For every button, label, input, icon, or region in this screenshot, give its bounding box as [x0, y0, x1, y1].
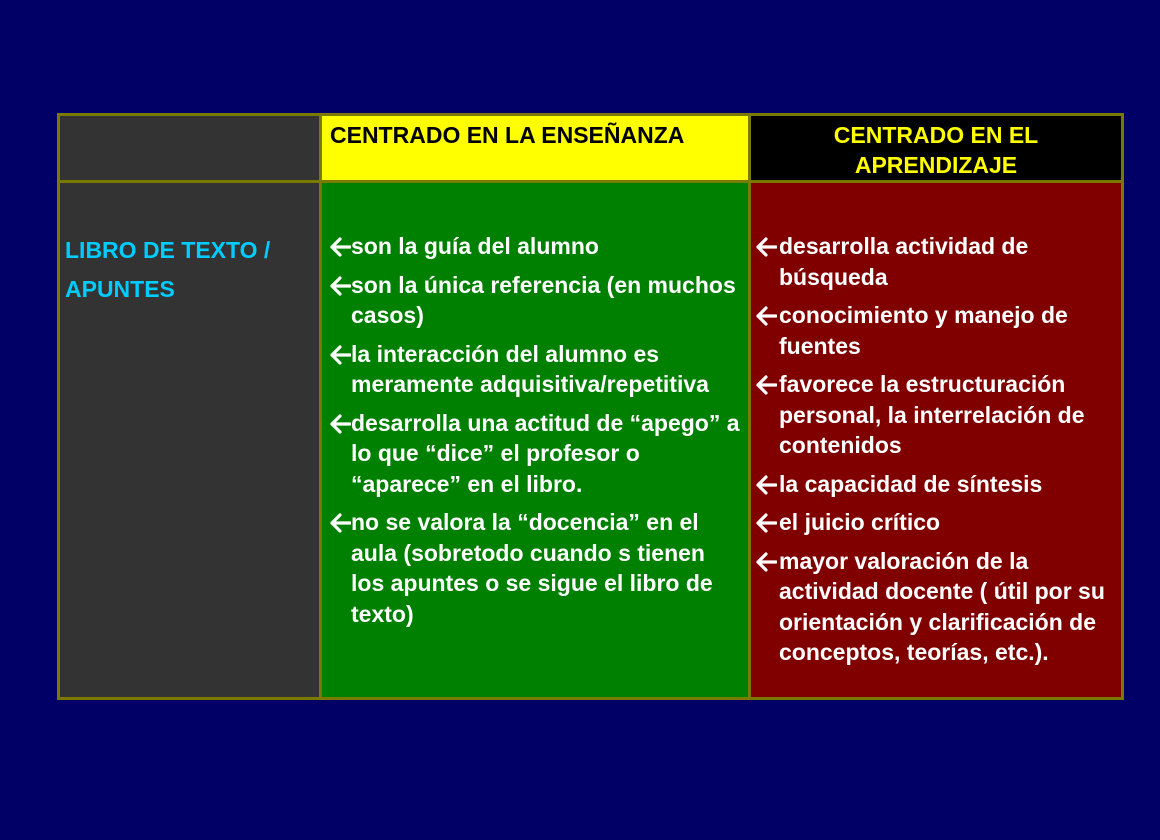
list-item-text: la interacción del alumno es meramente adquisitiva/repetitiva	[351, 340, 709, 397]
list-item	[329, 231, 744, 262]
list-item-text: conocimiento y manejo de fuentes	[779, 302, 1068, 359]
list-item-text: la capacidad de síntesis	[779, 470, 1043, 497]
row-label-cell	[59, 182, 321, 699]
aprendizaje-cell	[750, 182, 1123, 699]
ensenanza-cell	[321, 182, 750, 699]
left-arrow-icon	[755, 473, 777, 495]
list-item	[755, 546, 1119, 668]
header-ensenanza	[321, 115, 750, 182]
list-item	[755, 369, 1119, 461]
left-arrow-icon	[755, 550, 777, 572]
header-ensenanza-text: CENTRADO EN LA ENSEÑANZA	[330, 122, 685, 148]
list-item-text: favorece la estructuración personal, la interrelación de contenidos	[779, 371, 1085, 458]
list-item-text: mayor valoración de la actividad docente ( útil por su orientación y clarificación de conceptos, teorías, etc.).	[779, 547, 1105, 665]
left-arrow-icon	[329, 235, 351, 257]
left-arrow-icon	[329, 274, 351, 296]
list-item	[755, 231, 1119, 292]
list-item	[755, 300, 1119, 361]
list-item	[329, 270, 744, 331]
header-aprendizaje-line1: CENTRADO EN EL	[833, 122, 1039, 148]
left-arrow-icon	[329, 511, 351, 533]
list-item-text: son la guía del alumno	[351, 233, 599, 259]
left-arrow-icon	[755, 373, 777, 395]
list-item	[755, 507, 1119, 538]
header-empty-cell	[59, 115, 321, 182]
left-arrow-icon	[329, 343, 351, 365]
list-item	[329, 339, 744, 400]
header-aprendizaje	[750, 115, 1123, 182]
left-arrow-icon	[329, 412, 351, 434]
left-arrow-icon	[755, 511, 777, 533]
ensenanza-list	[329, 231, 744, 629]
list-item-text: el juicio crítico	[779, 509, 941, 535]
list-item-text: no se valora la “docencia” en el aula (sobretodo cuando s tienen los apuntes o se sigue el libro de texto)	[351, 509, 713, 627]
list-item	[329, 507, 744, 629]
header-aprendizaje-line2: APRENDIZAJE	[854, 152, 1018, 178]
header-row	[59, 115, 1123, 182]
list-item-text: desarrolla una actitud de “apego” a lo que “dice” el profesor o “aparece” en el libro.	[351, 409, 740, 497]
content-row	[59, 182, 1123, 699]
list-item	[755, 469, 1119, 500]
row-label-line1: LIBRO DE TEXTO /	[65, 237, 271, 263]
left-arrow-icon	[755, 235, 777, 257]
aprendizaje-list	[755, 231, 1119, 668]
list-item-text: desarrolla actividad de búsqueda	[779, 233, 1029, 290]
left-arrow-icon	[755, 304, 777, 326]
row-label-line2: APUNTES	[65, 276, 175, 302]
list-item	[329, 408, 744, 500]
comparison-table	[57, 113, 1124, 700]
list-item-text: son la única referencia (en muchos casos)	[351, 271, 736, 328]
